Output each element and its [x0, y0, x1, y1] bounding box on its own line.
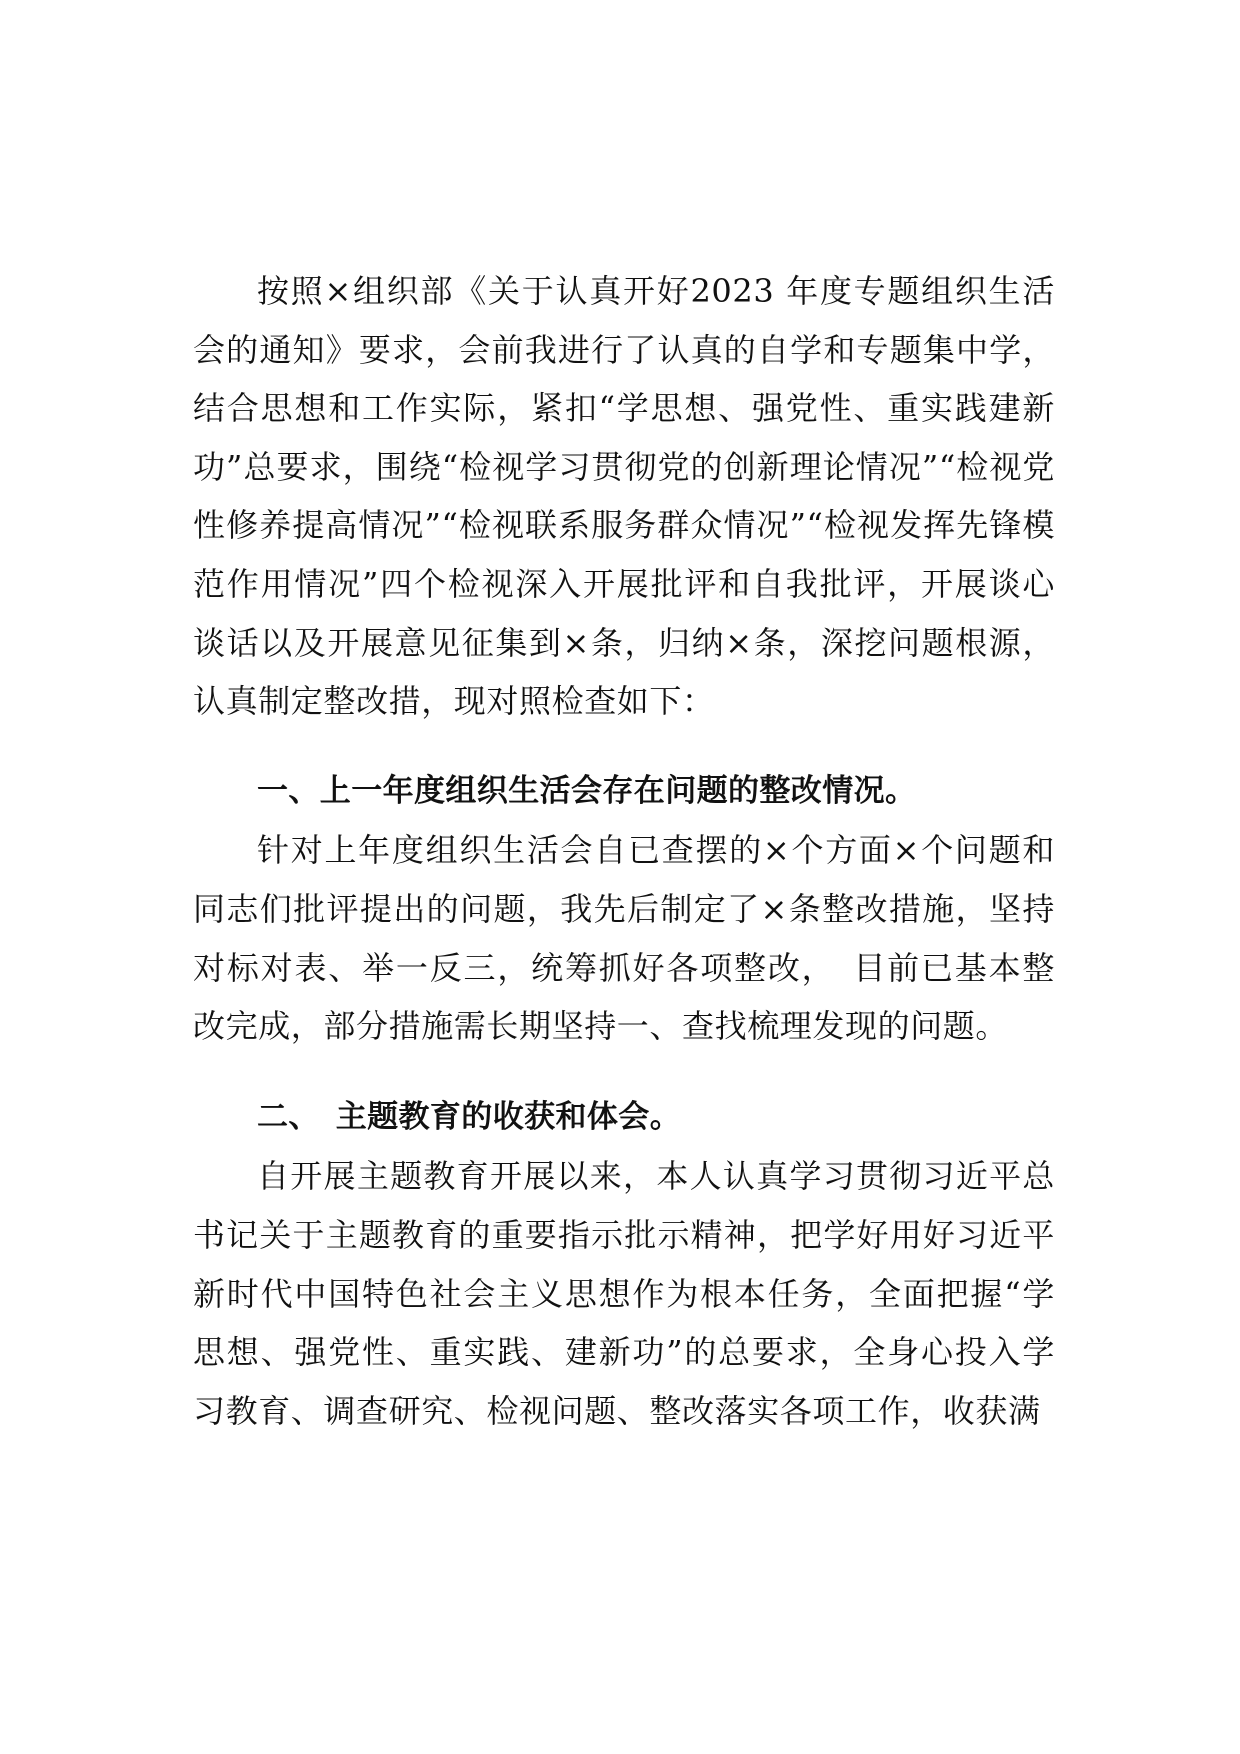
- intro-paragraph: 按照×组织部《关于认真开好2023 年度专题组织生活会的通知》要求，会前我进行了认真的自学和专题集中学，结合思想和工作实际，紧扣“学思想、强党性、重实践建新功”总要求，围绕“检视学习贯彻党的创新理论情况”“检视党性修养提高情况”“检视联系服务群众情况”“检视发挥先锋模范作用情况”四个检视深入开展批评和自我批评，开展谈心谈话以及开展意见征集到×条，归纳×条，深挖问题根源，认真制定整改措，现对照检查如下：: [193, 272, 1055, 721]
- section-1-paragraph: 针对上年度组织生活会自已查摆的×个方面×个问题和同志们批评提出的问题，我先后制定了×条整改措施，坚持对标对表、举一反三，统筹抓好各项整改， 目前已基本整改完成，部分措施需长期坚持一、查找梳理发现的问题。: [193, 831, 1055, 1046]
- section-heading-1: 一、上一年度组织生活会存在问题的整改情况。: [257, 772, 917, 809]
- section-2-paragraph: 自开展主题教育开展以来，本人认真学习贯彻习近平总书记关于主题教育的重要指示批示精神，把学好用好习近平新时代中国特色社会主义思想作为根本任务，全面把握“学思想、强党性、重实践、建新功”的总要求，全身心投入学习教育、调查研究、检视问题、整改落实各项工作，收获满: [193, 1157, 1055, 1430]
- document-body: [193, 262, 1055, 1440]
- section-heading-2: 二、 主题教育的收获和体会。: [257, 1098, 682, 1135]
